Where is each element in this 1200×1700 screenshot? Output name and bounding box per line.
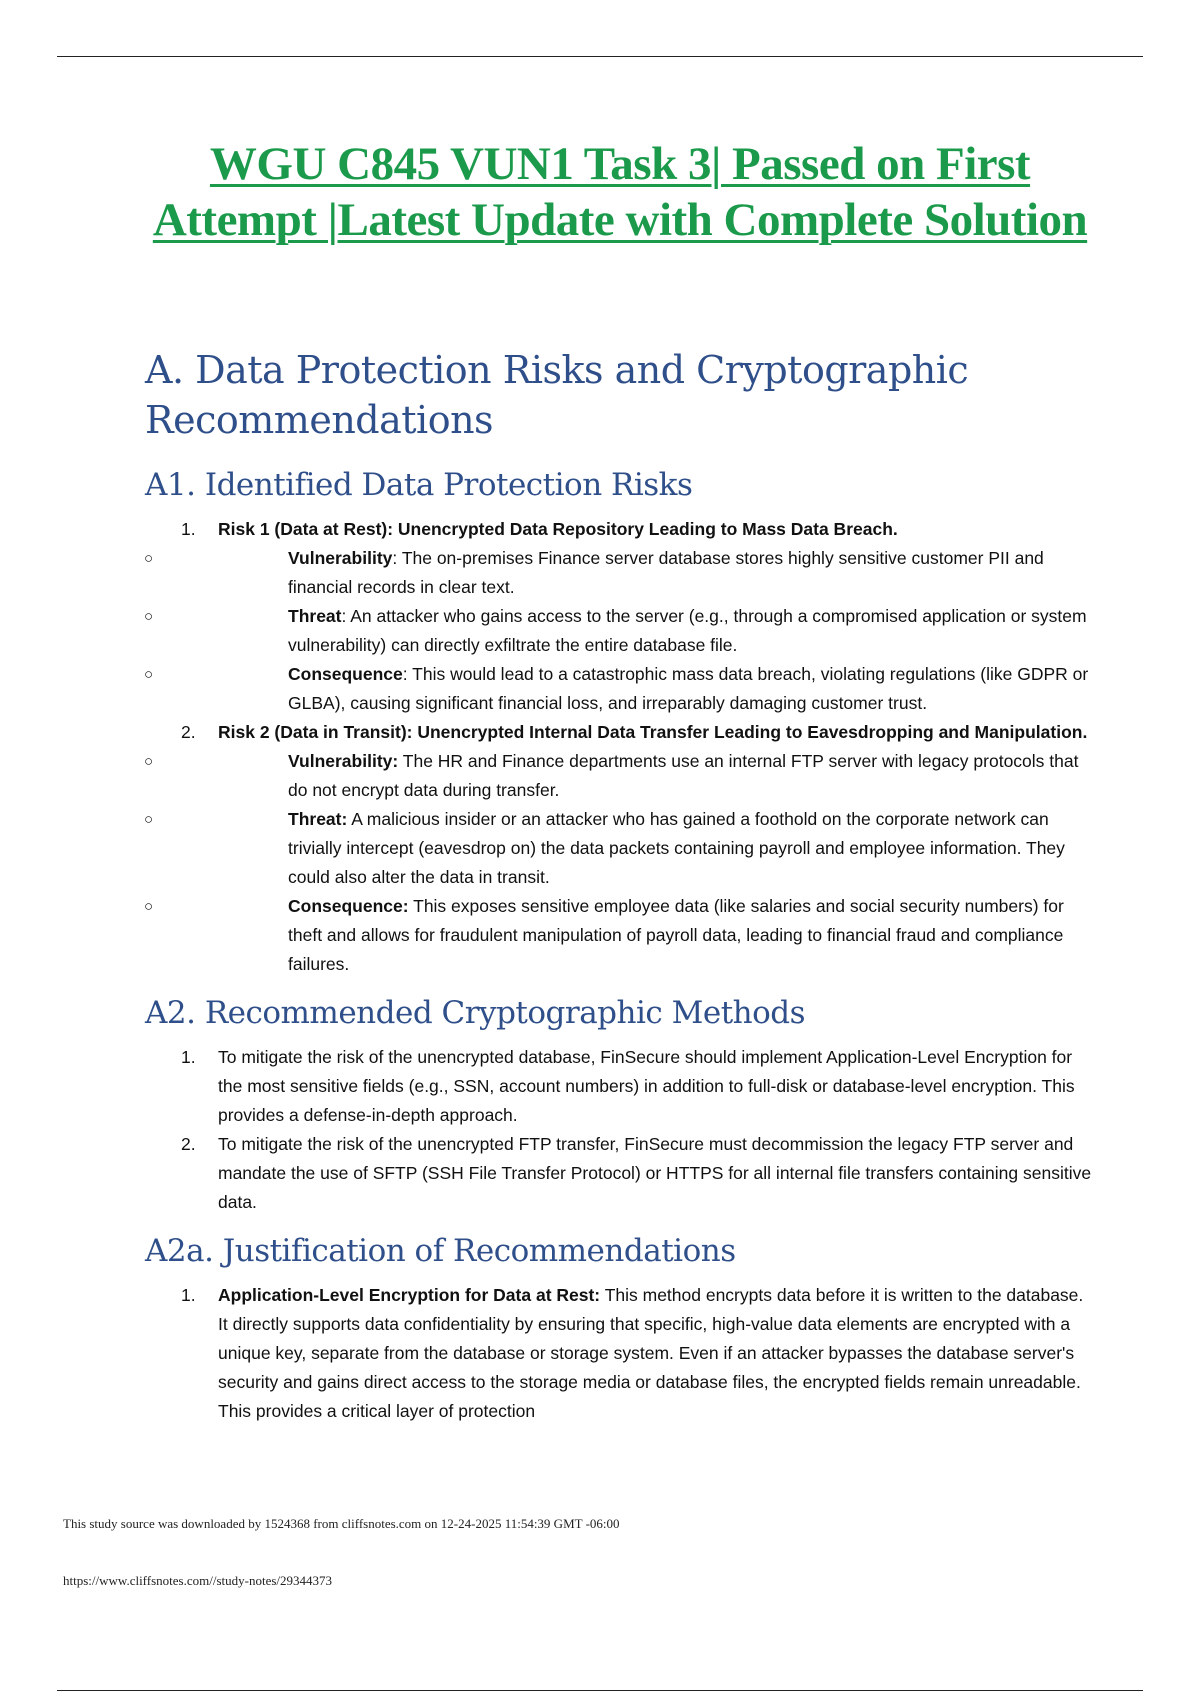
source-url[interactable]: https://www.cliffsnotes.com//study-notes/29344373	[63, 1573, 333, 1588]
list-item	[145, 1043, 1095, 1130]
top-rule	[57, 56, 1143, 57]
detail-term: Threat:	[288, 809, 348, 829]
document-body	[145, 345, 1095, 1426]
detail-text: The on-premises Finance server database stores highly sensitive customer PII and financial records in clear text.	[288, 548, 1044, 597]
detail-term: Vulnerability:	[288, 751, 399, 771]
bullet-icon: ○	[144, 898, 154, 915]
list-number: 2.	[181, 722, 196, 742]
detail-term: Consequence:	[288, 896, 409, 916]
list-text: To mitigate the risk of the unencrypted database, FinSecure should implement Application-Level Encryption for the most sensitive fields (e.g., SSN, account numbers) in addition to full-disk or database-level encryption. This provides a defense-in-depth approach.	[218, 1047, 1075, 1125]
risk-list	[145, 515, 1095, 979]
justification-list	[145, 1281, 1095, 1426]
detail-item: ○ Vulnerability: The on-premises Finance server database stores highly sensitive customer PII and financial records in clear text.	[218, 544, 1095, 602]
risk-label: Risk 1 (Data at Rest): Unencrypted Data Repository Leading to Mass Data Breach.	[218, 519, 898, 539]
list-text: To mitigate the risk of the unencrypted FTP transfer, FinSecure must decommission the legacy FTP server and mandate the use of SFTP (SSH File Transfer Protocol) or HTTPS for all internal file transfers containing sensitive data.	[218, 1134, 1092, 1212]
detail-text: A malicious insider or an attacker who has gained a foothold on the corporate network can trivially intercept (eavesdrop on) the data packets containing payroll and employee information. They could also alter the data in transit.	[288, 809, 1065, 887]
list-number: 2.	[181, 1134, 196, 1154]
bullet-icon: ○	[144, 811, 154, 828]
detail-term: Vulnerability	[288, 548, 393, 568]
risk-item	[145, 718, 1095, 979]
detail-term: Threat	[288, 606, 342, 626]
section-a2a-heading: A2a. Justification of Recommendations	[145, 1233, 736, 1269]
risk-details	[144, 544, 1095, 718]
detail-item: ○ Threat: An attacker who gains access to the server (e.g., through a compromised application or system vulnerability) can directly exfiltrate the entire database file.	[218, 602, 1095, 660]
document-title: WGU C845 VUN1 Task 3| Passed on First Attempt |Latest Update with Complete Solution	[152, 138, 1088, 246]
detail-term: Consequence	[288, 664, 403, 684]
bottom-rule	[57, 1690, 1143, 1691]
list-item	[145, 1130, 1095, 1217]
detail-text: This would lead to a catastrophic mass data breach, violating regulations (like GDPR or GLBA), causing significant financial loss, and irreparably damaging customer trust.	[288, 664, 1089, 713]
detail-item: ○ Consequence: This would lead to a catastrophic mass data breach, violating regulations (like GDPR or GLBA), causing significant financial loss, and irreparably damaging customer trust.	[218, 660, 1095, 718]
risk-item	[145, 515, 1095, 718]
list-number: 1.	[181, 1285, 196, 1305]
bullet-icon: ○	[144, 666, 154, 683]
download-note: This study source was downloaded by 1524368 from cliffsnotes.com on 12-24-2025 11:54:39 GMT -06:00	[63, 1516, 620, 1531]
bullet-icon: ○	[144, 550, 154, 567]
list-text: This method encrypts data before it is written to the database. It directly supports data confidentiality by ensuring that specific, high-value data elements are encrypted with a unique key, separate from the database or storage system. Even if an attacker bypasses the database server's security and gains direct access to the storage media or database files, the encrypted fields remain unreadable. This provides a critical layer of protection	[218, 1285, 1084, 1421]
recommendation-list	[145, 1043, 1095, 1217]
detail-item	[144, 747, 1095, 805]
section-a2-heading: A2. Recommended Cryptographic Methods	[145, 995, 806, 1031]
bullet-icon: ○	[144, 608, 154, 625]
detail-item	[144, 805, 1095, 892]
list-item	[145, 1281, 1095, 1426]
list-number: 1.	[181, 1047, 196, 1067]
risk-details	[144, 747, 1095, 979]
list-number: 1.	[181, 519, 196, 539]
detail-item	[144, 892, 1095, 979]
section-a1-heading: A1. Identified Data Protection Risks	[145, 467, 693, 503]
detail-text: The HR and Finance departments use an internal FTP server with legacy protocols that do not encrypt data during transfer.	[288, 751, 1079, 800]
risk-label: Risk 2 (Data in Transit): Unencrypted Internal Data Transfer Leading to Eavesdropping and Manipulation.	[218, 722, 1088, 742]
bullet-icon: ○	[144, 753, 154, 770]
section-a-heading: A. Data Protection Risks and Cryptographic Recommendations	[145, 348, 969, 442]
detail-text: This exposes sensitive employee data (like salaries and social security numbers) for theft and allows for fraudulent manipulation of payroll data, leading to financial fraud and compliance failures.	[288, 896, 1064, 974]
detail-text: An attacker who gains access to the server (e.g., through a compromised application or system vulnerability) can directly exfiltrate the entire database file.	[288, 606, 1087, 655]
list-term: Application-Level Encryption for Data at Rest:	[218, 1285, 601, 1305]
